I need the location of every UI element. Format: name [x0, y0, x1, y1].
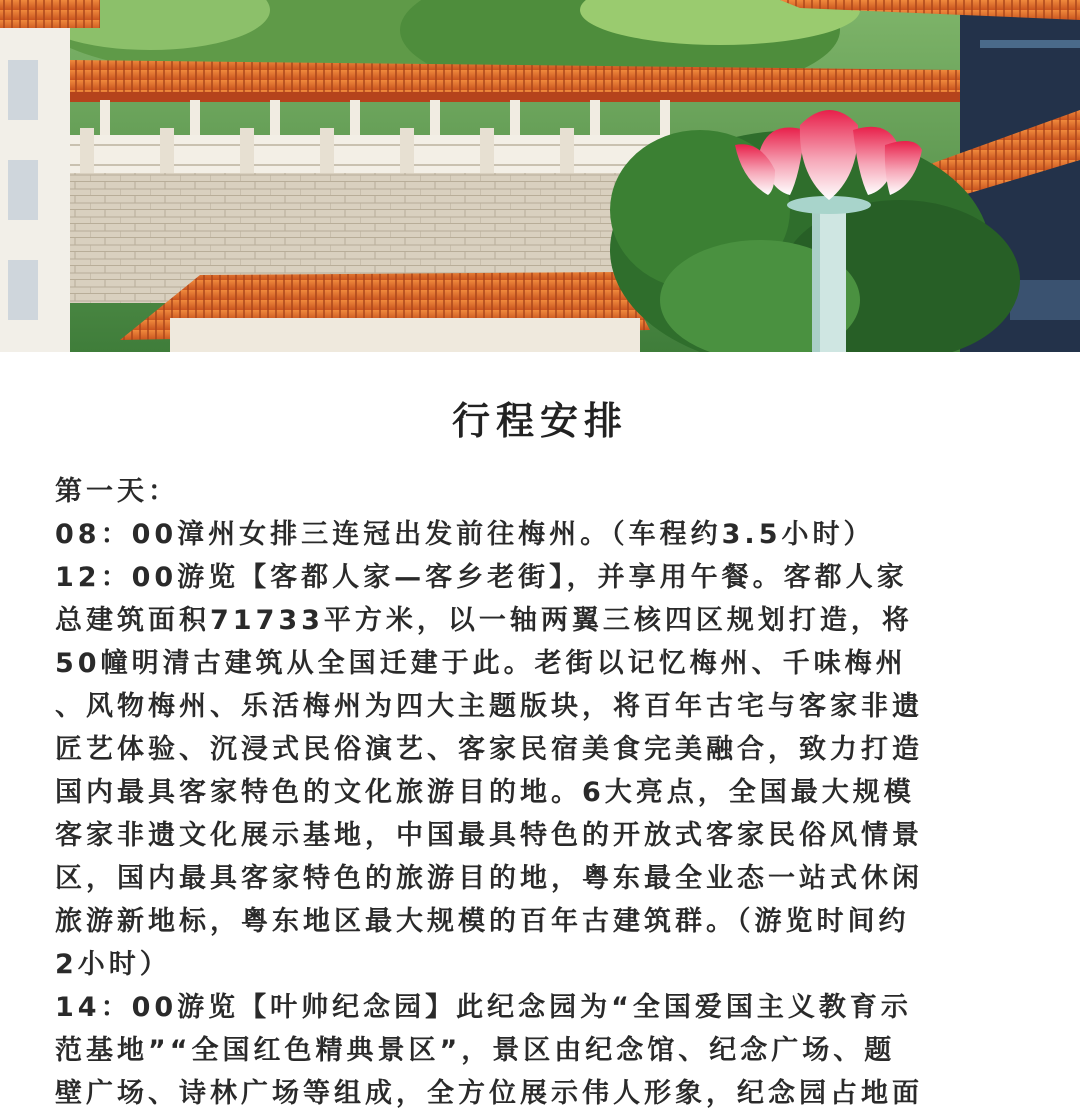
itinerary-line: 匠艺体验、沉浸式民俗演艺、客家民宿美食完美融合，致力打造: [55, 734, 923, 765]
itinerary-line: 第一天：: [55, 476, 179, 507]
itinerary-section: [0, 352, 1080, 1109]
itinerary-line: 区，国内最具客家特色的旅游目的地，粤东最全业态一站式休闲: [55, 863, 923, 894]
itinerary-body: [55, 470, 1050, 1115]
itinerary-line: 50幢明清古建筑从全国迁建于此。老街以记忆梅州、千味梅州: [55, 648, 907, 679]
itinerary-line: 、风物梅州、乐活梅州为四大主题版块，将百年古宅与客家非遗: [55, 691, 923, 722]
itinerary-line: 总建筑面积71733平方米，以一轴两翼三核四区规划打造，将: [55, 605, 913, 636]
itinerary-line: 国内最具客家特色的文化旅游目的地。6大亮点，全国最大规模: [55, 777, 915, 808]
itinerary-line: 旅游新地标，粤东地区最大规模的百年古建筑群。（游览时间约: [55, 906, 910, 937]
itinerary-line: 14：00游览【叶帅纪念园】此纪念园为“全国爱国主义教育示: [55, 992, 912, 1023]
hero-photo: [0, 0, 1080, 352]
itinerary-line: 08：00漳州女排三连冠出发前往梅州。（车程约3.5小时）: [55, 519, 875, 550]
itinerary-line: 客家非遗文化展示基地，中国最具特色的开放式客家民俗风情景: [55, 820, 923, 851]
itinerary-line: 壁广场、诗林广场等组成，全方位展示伟人形象，纪念园占地面: [55, 1078, 923, 1109]
itinerary-line: 2小时）: [55, 949, 171, 980]
itinerary-line: 12：00游览【客都人家—客乡老街】，并享用午餐。客都人家: [55, 562, 908, 593]
itinerary-line: 范基地”“全国红色精典景区”，景区由纪念馆、纪念广场、题: [55, 1035, 896, 1066]
temple-scene-illustration: [0, 0, 1080, 352]
section-title: 行程安排: [451, 399, 628, 443]
